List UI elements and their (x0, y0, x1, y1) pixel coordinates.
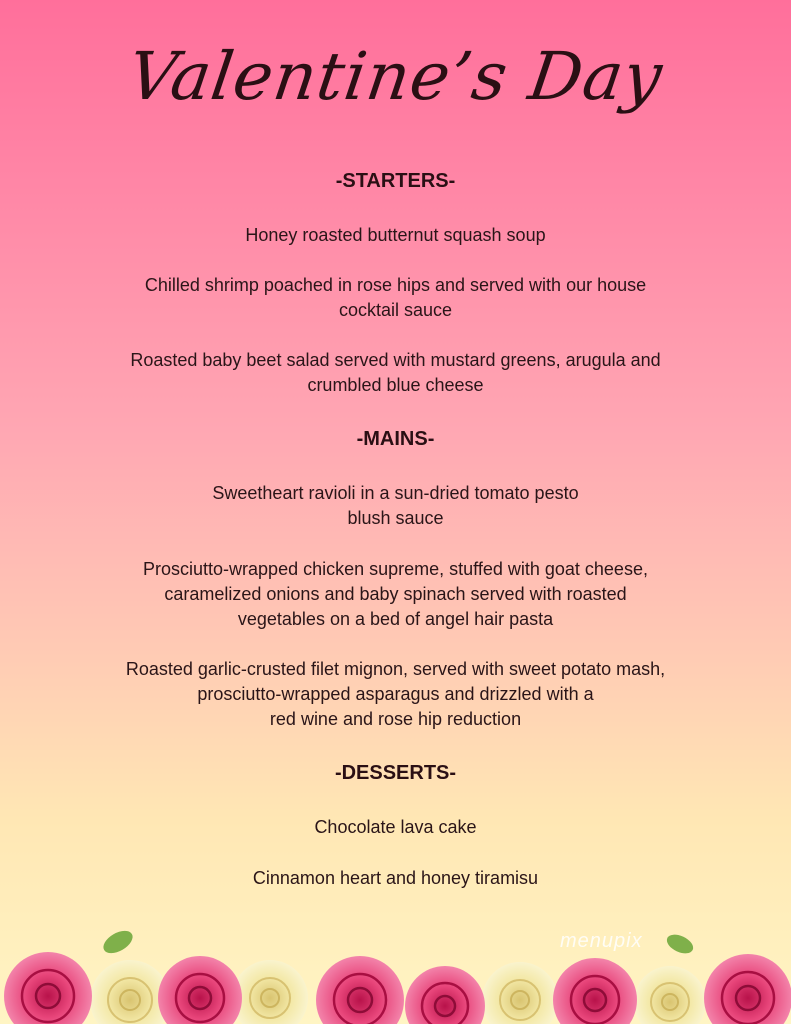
rose-icon (316, 956, 404, 1024)
menu-item: Roasted garlic-crusted filet mignon, served with sweet potato mash, prosciutto-wrapped asparagus and drizzled with a red wine and rose hip reduction (125, 659, 666, 729)
menu-item: Chilled shrimp poached in rose hips and served with our house cocktail sauce (144, 275, 647, 320)
menu-item: Prosciutto-wrapped chicken supreme, stuffed with goat cheese, caramelized onions and baby spinach served with roasted vegetables on a bed of angel hair pasta (143, 559, 648, 629)
section-heading-starters: -STARTERS- (335, 170, 456, 192)
menu-item: Sweetheart ravioli in a sun-dried tomato pesto blush sauce (212, 483, 579, 528)
leaf-icon (100, 926, 137, 958)
watermark: menupix (560, 930, 643, 952)
rose-icon (4, 952, 92, 1024)
rose-icon (482, 962, 558, 1024)
rose-icon (704, 954, 791, 1024)
rose-icon (232, 960, 308, 1024)
rose-border (0, 920, 791, 1024)
rose-icon (634, 966, 706, 1024)
rose-icon (90, 960, 170, 1024)
rose-icon (158, 956, 242, 1024)
menu-title: Valentine’s Day (123, 38, 668, 115)
rose-icon (553, 958, 637, 1024)
menu-item: Honey roasted butternut squash soup (245, 225, 546, 245)
section-heading-desserts: -DESSERTS- (334, 762, 457, 784)
menu-item: Roasted baby beet salad served with mustard greens, arugula and crumbled blue cheese (130, 350, 661, 395)
leaf-icon (664, 931, 696, 957)
menu-item: Chocolate lava cake (314, 817, 477, 837)
rose-icon (405, 966, 485, 1024)
section-heading-mains: -MAINS- (356, 428, 435, 450)
menu-item: Cinnamon heart and honey tiramisu (252, 868, 539, 888)
